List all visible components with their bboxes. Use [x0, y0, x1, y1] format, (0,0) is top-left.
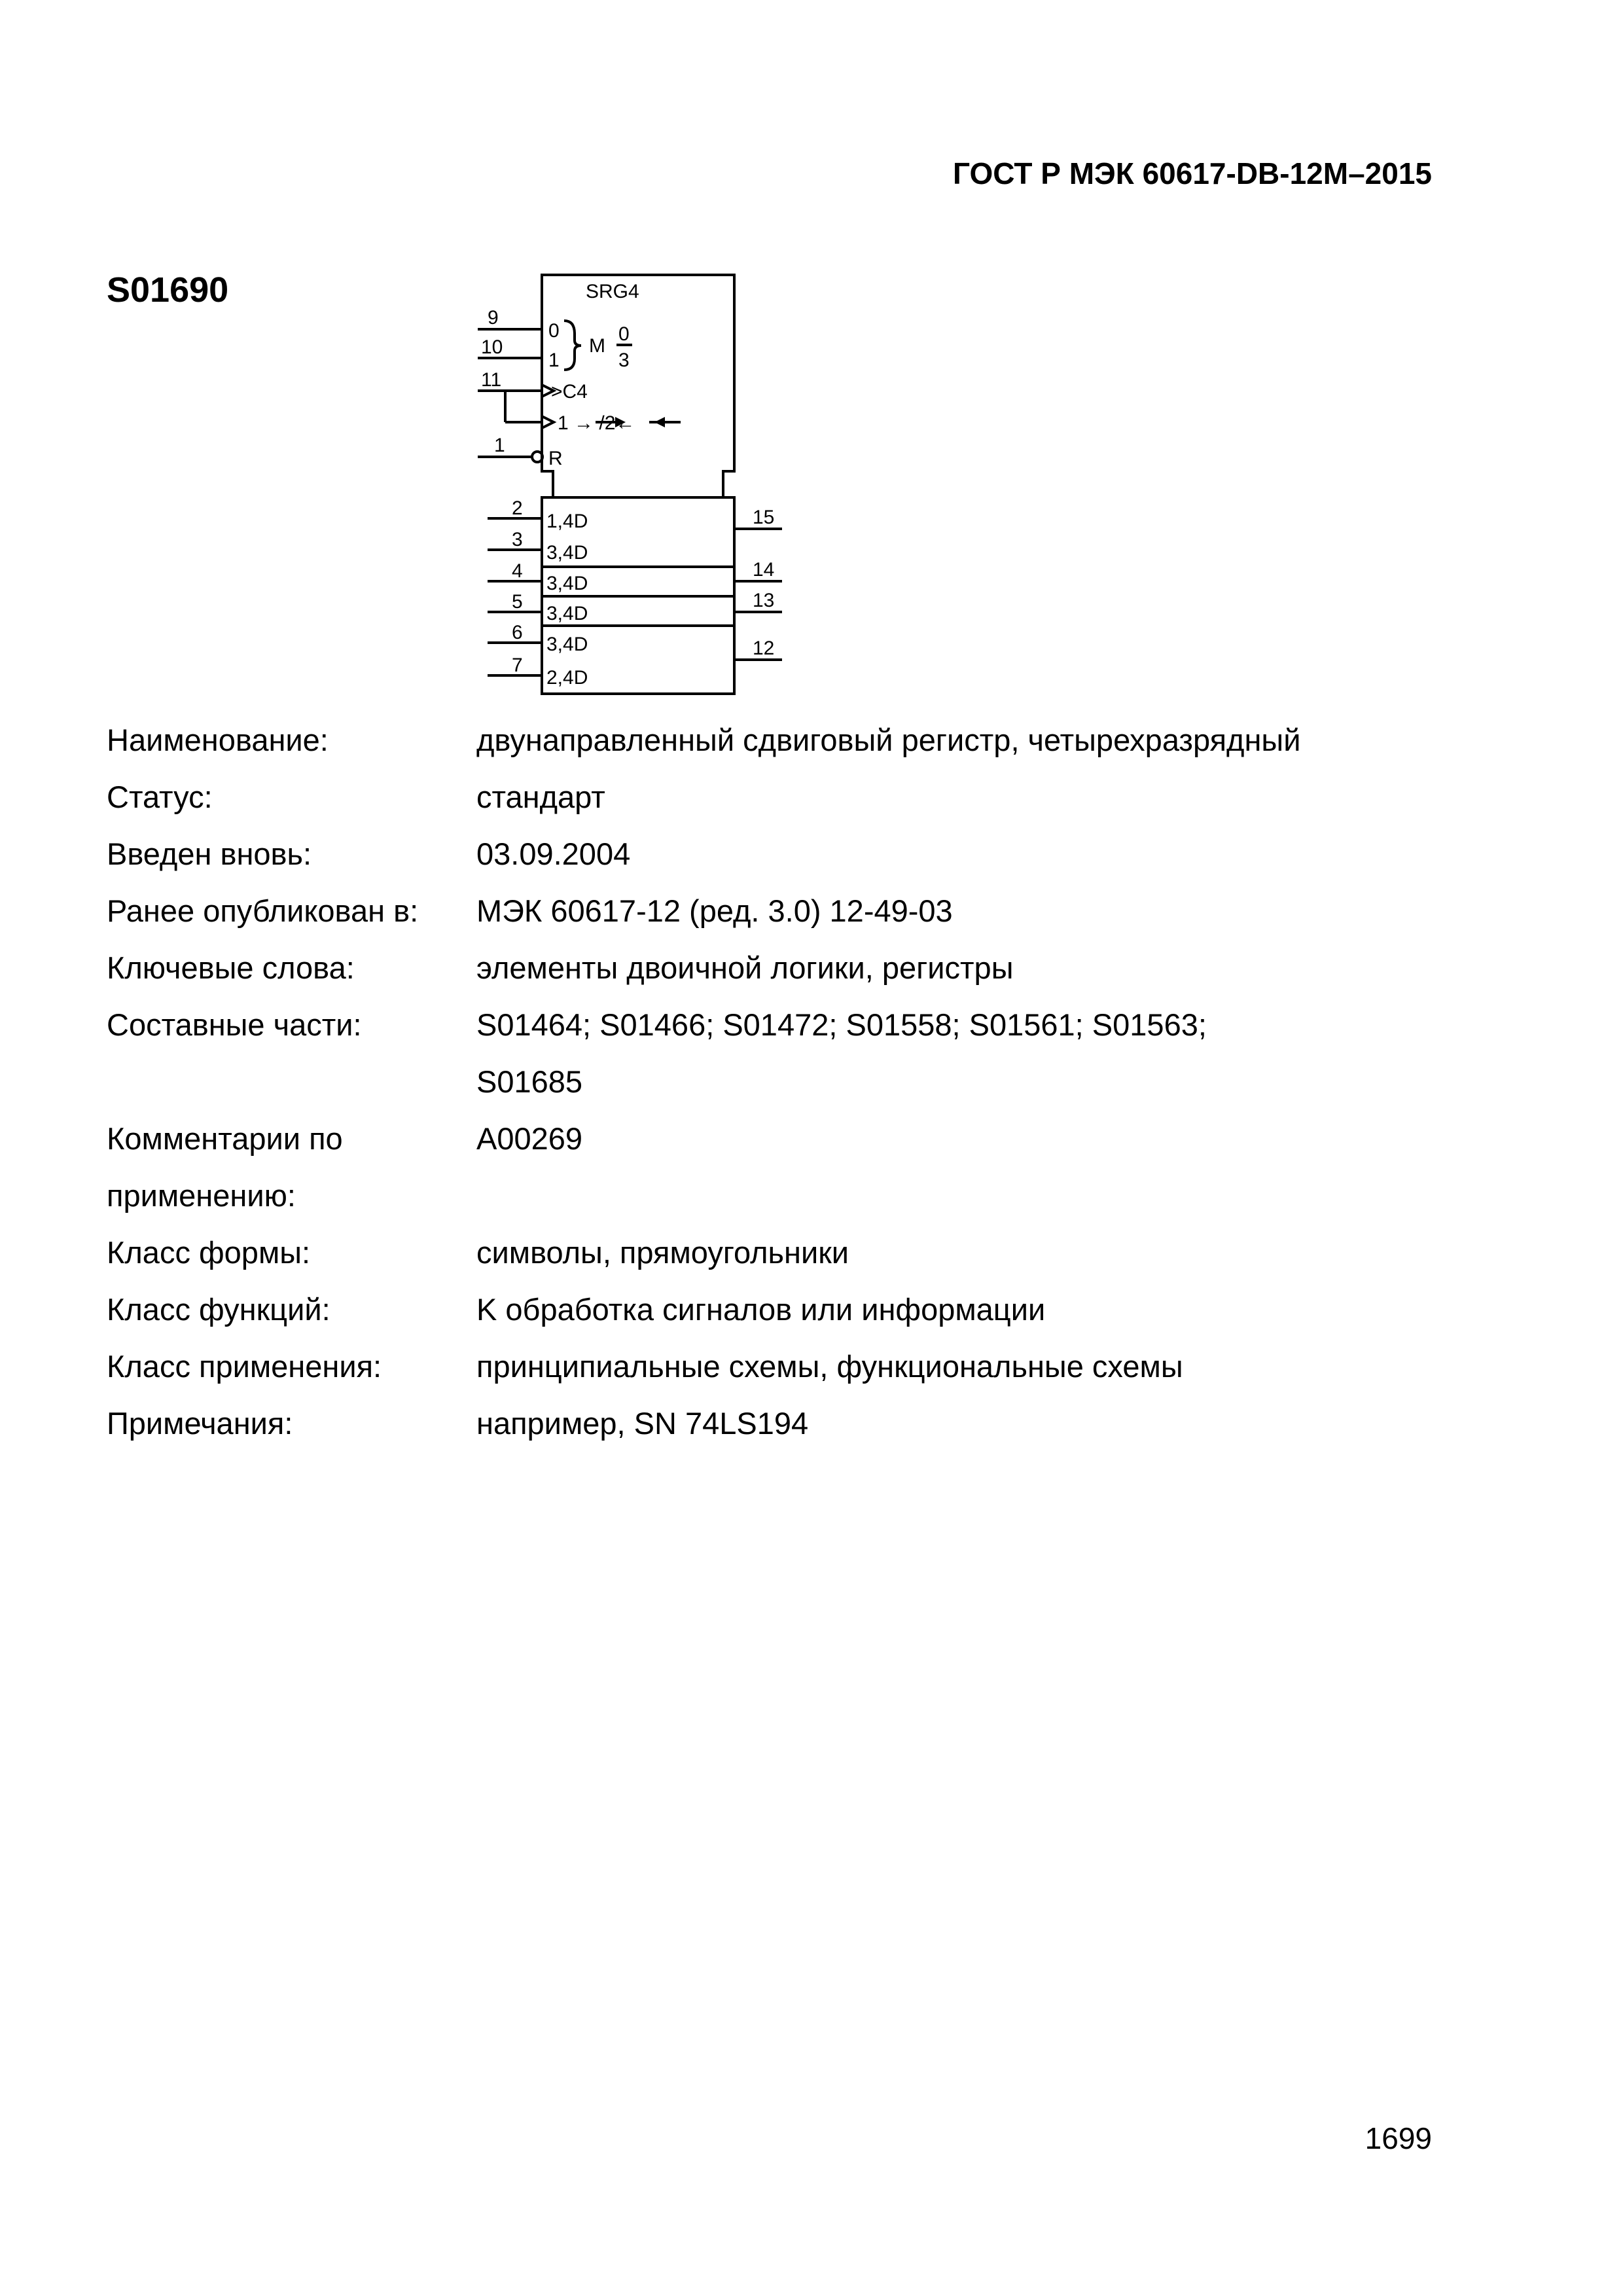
field-label: Введен вновь: [107, 836, 312, 871]
field-value: двунаправленный сдвиговый регистр, четырехразрядный [476, 723, 1301, 757]
field-value: МЭК 60617-12 (ред. 3.0) 12-49-03 [476, 893, 953, 928]
field-value-line: S01685 [476, 1064, 583, 1099]
pin-7: 7 [512, 655, 523, 676]
symbol-title: SRG4 [586, 281, 639, 302]
shift-label: 1 → /2← [558, 412, 635, 434]
pin-5: 5 [512, 591, 523, 613]
mode-input-1-label: 1 [548, 350, 560, 371]
pin-3: 3 [512, 529, 523, 550]
symbol-code: S01690 [107, 270, 229, 310]
pin-9: 9 [488, 307, 499, 329]
field-value: 03.09.2004 [476, 836, 631, 871]
field-row [107, 1338, 1442, 1395]
field-row [107, 825, 1442, 882]
pin-15: 15 [753, 507, 775, 528]
field-row [107, 1281, 1442, 1338]
page-number: 1699 [1364, 2121, 1432, 2155]
data-input-label: 3,4D [546, 542, 588, 564]
pin-2: 2 [512, 497, 523, 519]
field-value: символы, прямоугольники [476, 1235, 849, 1270]
field-value: A00269 [476, 1121, 583, 1156]
mode-fraction-top: 0 [618, 323, 630, 345]
pin-4: 4 [512, 560, 523, 582]
field-row [107, 768, 1442, 825]
field-value-line: S01464; S01466; S01472; S01558; S01561; S01563; [476, 1007, 1207, 1042]
shift-register-symbol [471, 265, 812, 710]
data-input-label: 2,4D [546, 667, 588, 689]
field-label: Составные части: [107, 1007, 362, 1042]
mode-input-0-label: 0 [548, 320, 560, 342]
pin-1: 1 [494, 435, 505, 456]
field-label-line: применению: [107, 1178, 296, 1213]
field-label: Класс функций: [107, 1292, 330, 1327]
data-input-label: 3,4D [546, 634, 588, 655]
pin-13: 13 [753, 590, 775, 611]
field-row [107, 939, 1442, 996]
field-row [107, 1395, 1442, 1452]
pin-10: 10 [481, 336, 503, 358]
field-value: K обработка сигналов или информации [476, 1292, 1046, 1327]
attributes-table [107, 711, 1442, 1452]
field-label: Класс формы: [107, 1235, 311, 1270]
field-row [107, 711, 1442, 768]
pin-6: 6 [512, 622, 523, 643]
standard-header: ГОСТ Р МЭК 60617-DB-12M–2015 [953, 156, 1432, 190]
data-input-label: 3,4D [546, 603, 588, 624]
mode-fraction-bottom: 3 [618, 350, 630, 371]
field-label-line: Комментарии по [107, 1121, 343, 1156]
field-label: Наименование: [107, 723, 329, 757]
field-label [107, 1110, 476, 1224]
field-label: Примечания: [107, 1406, 293, 1441]
field-value [476, 996, 1442, 1110]
field-label: Класс применения: [107, 1349, 382, 1384]
field-label: Статус: [107, 780, 213, 814]
field-row [107, 996, 1442, 1110]
field-row [107, 882, 1442, 939]
field-row [107, 1224, 1442, 1281]
field-value: элементы двоичной логики, регистры [476, 950, 1014, 985]
field-label: Ранее опубликован в: [107, 893, 419, 928]
field-label: Ключевые слова: [107, 950, 355, 985]
field-row [107, 1110, 1442, 1224]
pin-14: 14 [753, 559, 775, 581]
clock-label: >C4 [551, 381, 588, 403]
field-value: стандарт [476, 780, 605, 814]
pin-12: 12 [753, 637, 775, 659]
data-input-label: 1,4D [546, 511, 588, 532]
data-input-label: 3,4D [546, 573, 588, 594]
field-value: например, SN 74LS194 [476, 1406, 809, 1441]
field-value: принципиальные схемы, функциональные схемы [476, 1349, 1183, 1384]
pin-11: 11 [481, 369, 502, 391]
reset-label: R [548, 448, 563, 469]
mode-label: M [589, 335, 605, 357]
